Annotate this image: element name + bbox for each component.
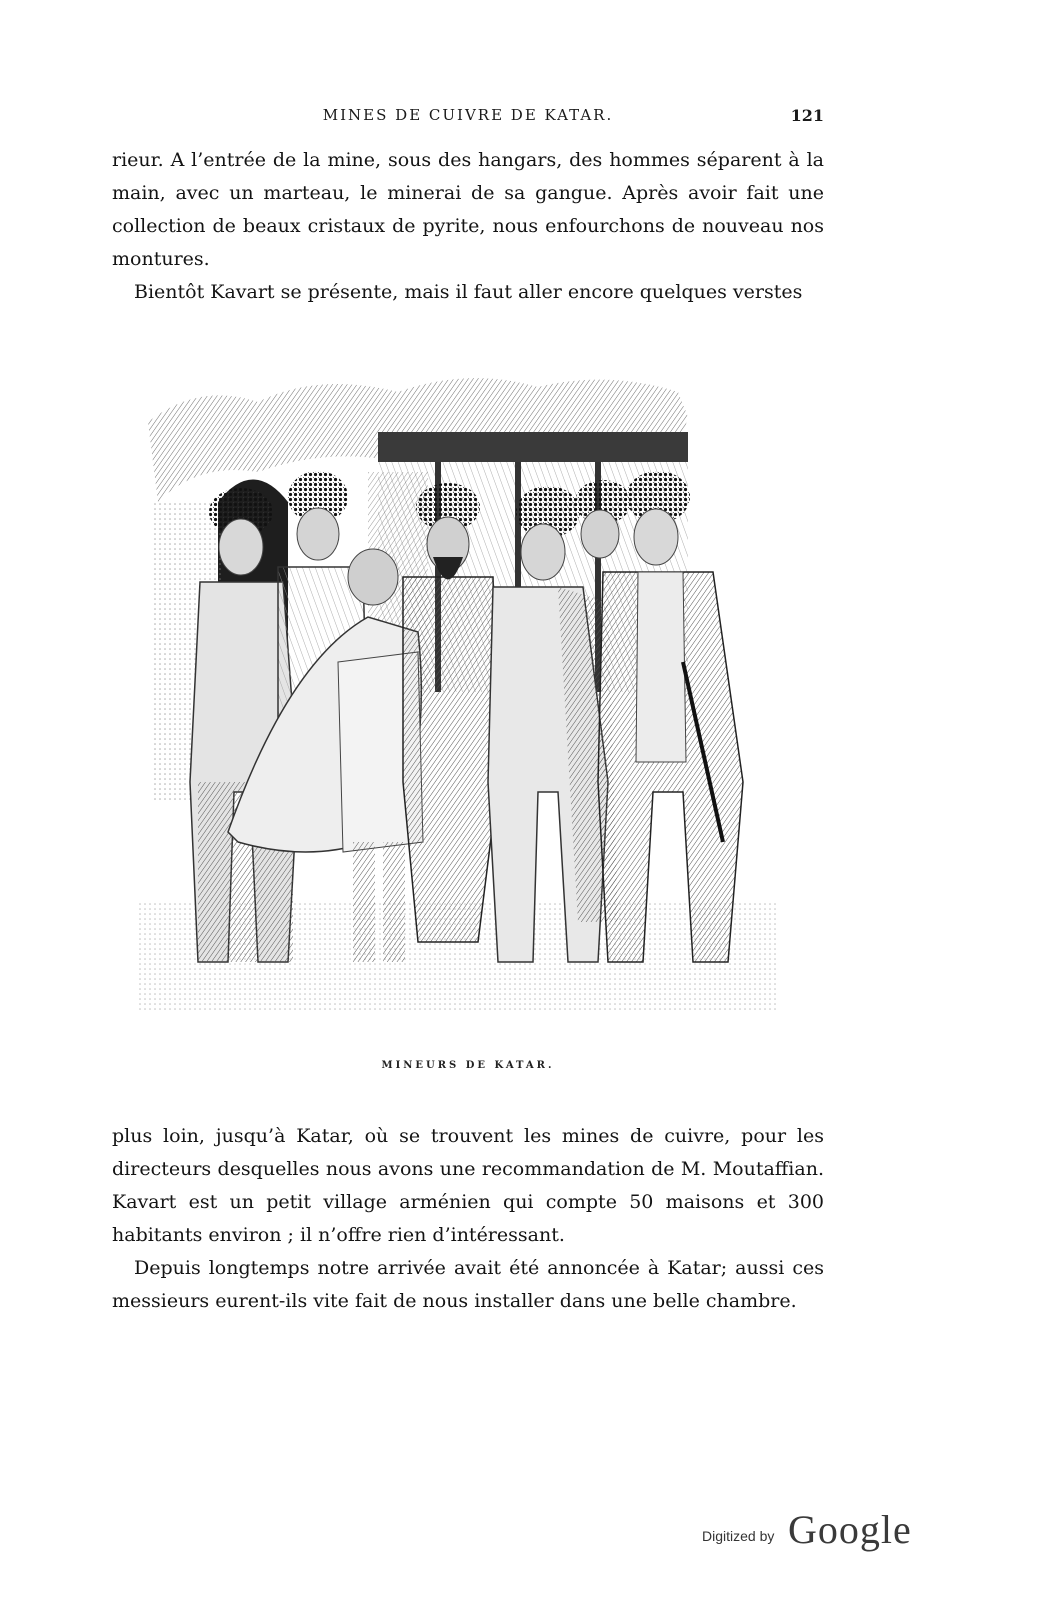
- paragraph: plus loin, jusqu’à Katar, où se trouvent les mines de cuivre, pour les directeurs desquelles nous avons une recommandation de M. Moutaffian. Kavart est un petit village arménien qui compte 50 maisons et 300 habitants environ ; il n’offre rien d’intéressant.: [112, 1125, 824, 1246]
- illustration-caption: MINEURS DE KATAR.: [381, 1060, 555, 1071]
- miners-engraving-image: [138, 362, 778, 1022]
- paragraph: Bientôt Kavart se présente, mais il faut aller encore quelques verstes: [134, 281, 803, 303]
- google-wordmark: Google: [788, 1507, 912, 1552]
- page-number: 121: [790, 106, 824, 125]
- running-title: MINES DE CUIVRE DE KATAR.: [322, 106, 614, 124]
- running-header: [112, 106, 824, 132]
- digitization-credit: [690, 1500, 930, 1560]
- paragraph: rieur. A l’entrée de la mine, sous des hangars, des hommes séparent à la main, avec un marteau, le minerai de sa gangue. Après avoir fait une collection de beaux cristaux de pyrite, nous enfourchons de nouveau nos montures.: [112, 149, 824, 270]
- body-text-top: [112, 144, 824, 309]
- body-text-bottom: [112, 1120, 824, 1318]
- paragraph: Depuis longtemps notre arrivée avait été annoncée à Katar; aussi ces messieurs eurent-ils vite fait de nous installer dans une belle chambre.: [112, 1257, 824, 1312]
- engraving-illustration: [138, 362, 778, 1022]
- digitized-by-label: Digitized by: [702, 1528, 775, 1544]
